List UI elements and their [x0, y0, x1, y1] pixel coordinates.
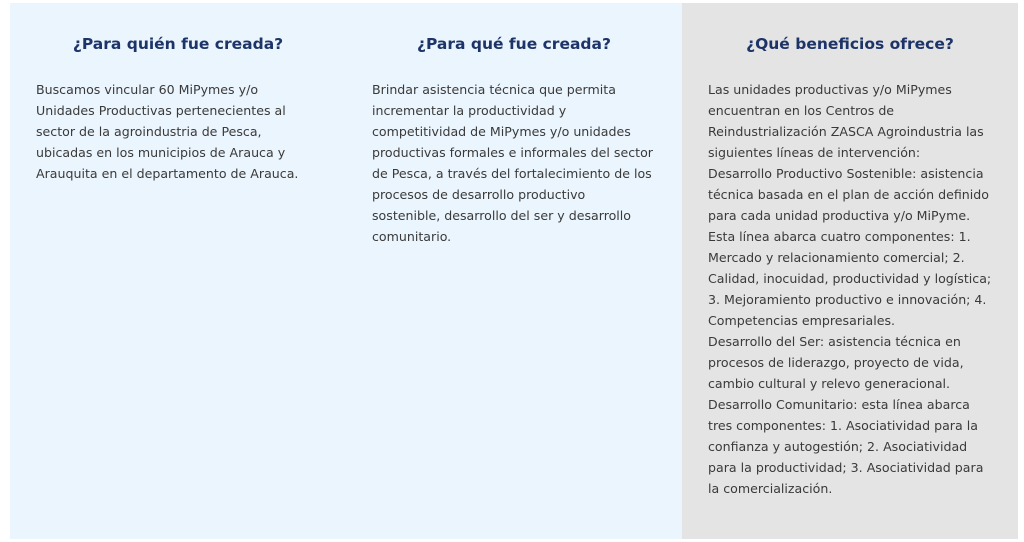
column-benefits: [682, 3, 1018, 539]
column-body: Buscamos vincular 60 MiPymes y/o Unidades Productivas pertenecientes al sector de la agroindustria de Pesca, ubicadas en los municipios de Arauca y Arauquita en el departamento de Arauca.: [36, 82, 299, 181]
column-for-whom: [10, 3, 346, 539]
column-title: ¿Para quién fue creada?: [72, 35, 284, 53]
info-columns: [10, 3, 1018, 539]
column-title: ¿Para qué fue creada?: [417, 35, 611, 53]
column-body: Brindar asistencia técnica que permita incrementar la productividad y competitividad de MiPymes y/o unidades productivas formales e informales del sector de Pesca, a través del fortalecimiento de los procesos de desarrollo productivo sostenible, desarrollo del ser y desarrollo comunitario.: [372, 82, 653, 244]
column-title: ¿Qué beneficios ofrece?: [746, 35, 954, 53]
column-body: Las unidades productivas y/o MiPymes encuentran en los Centros de Reindustrialización ZASCA Agroindustria las siguientes líneas de intervención: Desarrollo Productivo Sostenible: asistencia técnica basada en el plan de acción definido para cada unidad productiva y/o MiPyme. Esta línea abarca cuatro componentes: 1. Mercado y relacionamiento comercial; 2. Calidad, inocuidad, productividad y logística; 3. Mejoramiento productivo e innovación; 4. Competencias empresariales. Desarrollo del Ser: asistencia técnica en procesos de liderazgo, proyecto de vida, cambio cultural y relevo generacional. Desarrollo Comunitario: esta línea abarca tres componentes: 1. Asociatividad para la confianza y autogestión; 2. Asociatividad para la productividad; 3. Asociatividad para la comercialización.: [708, 82, 992, 496]
column-purpose: [346, 3, 682, 539]
